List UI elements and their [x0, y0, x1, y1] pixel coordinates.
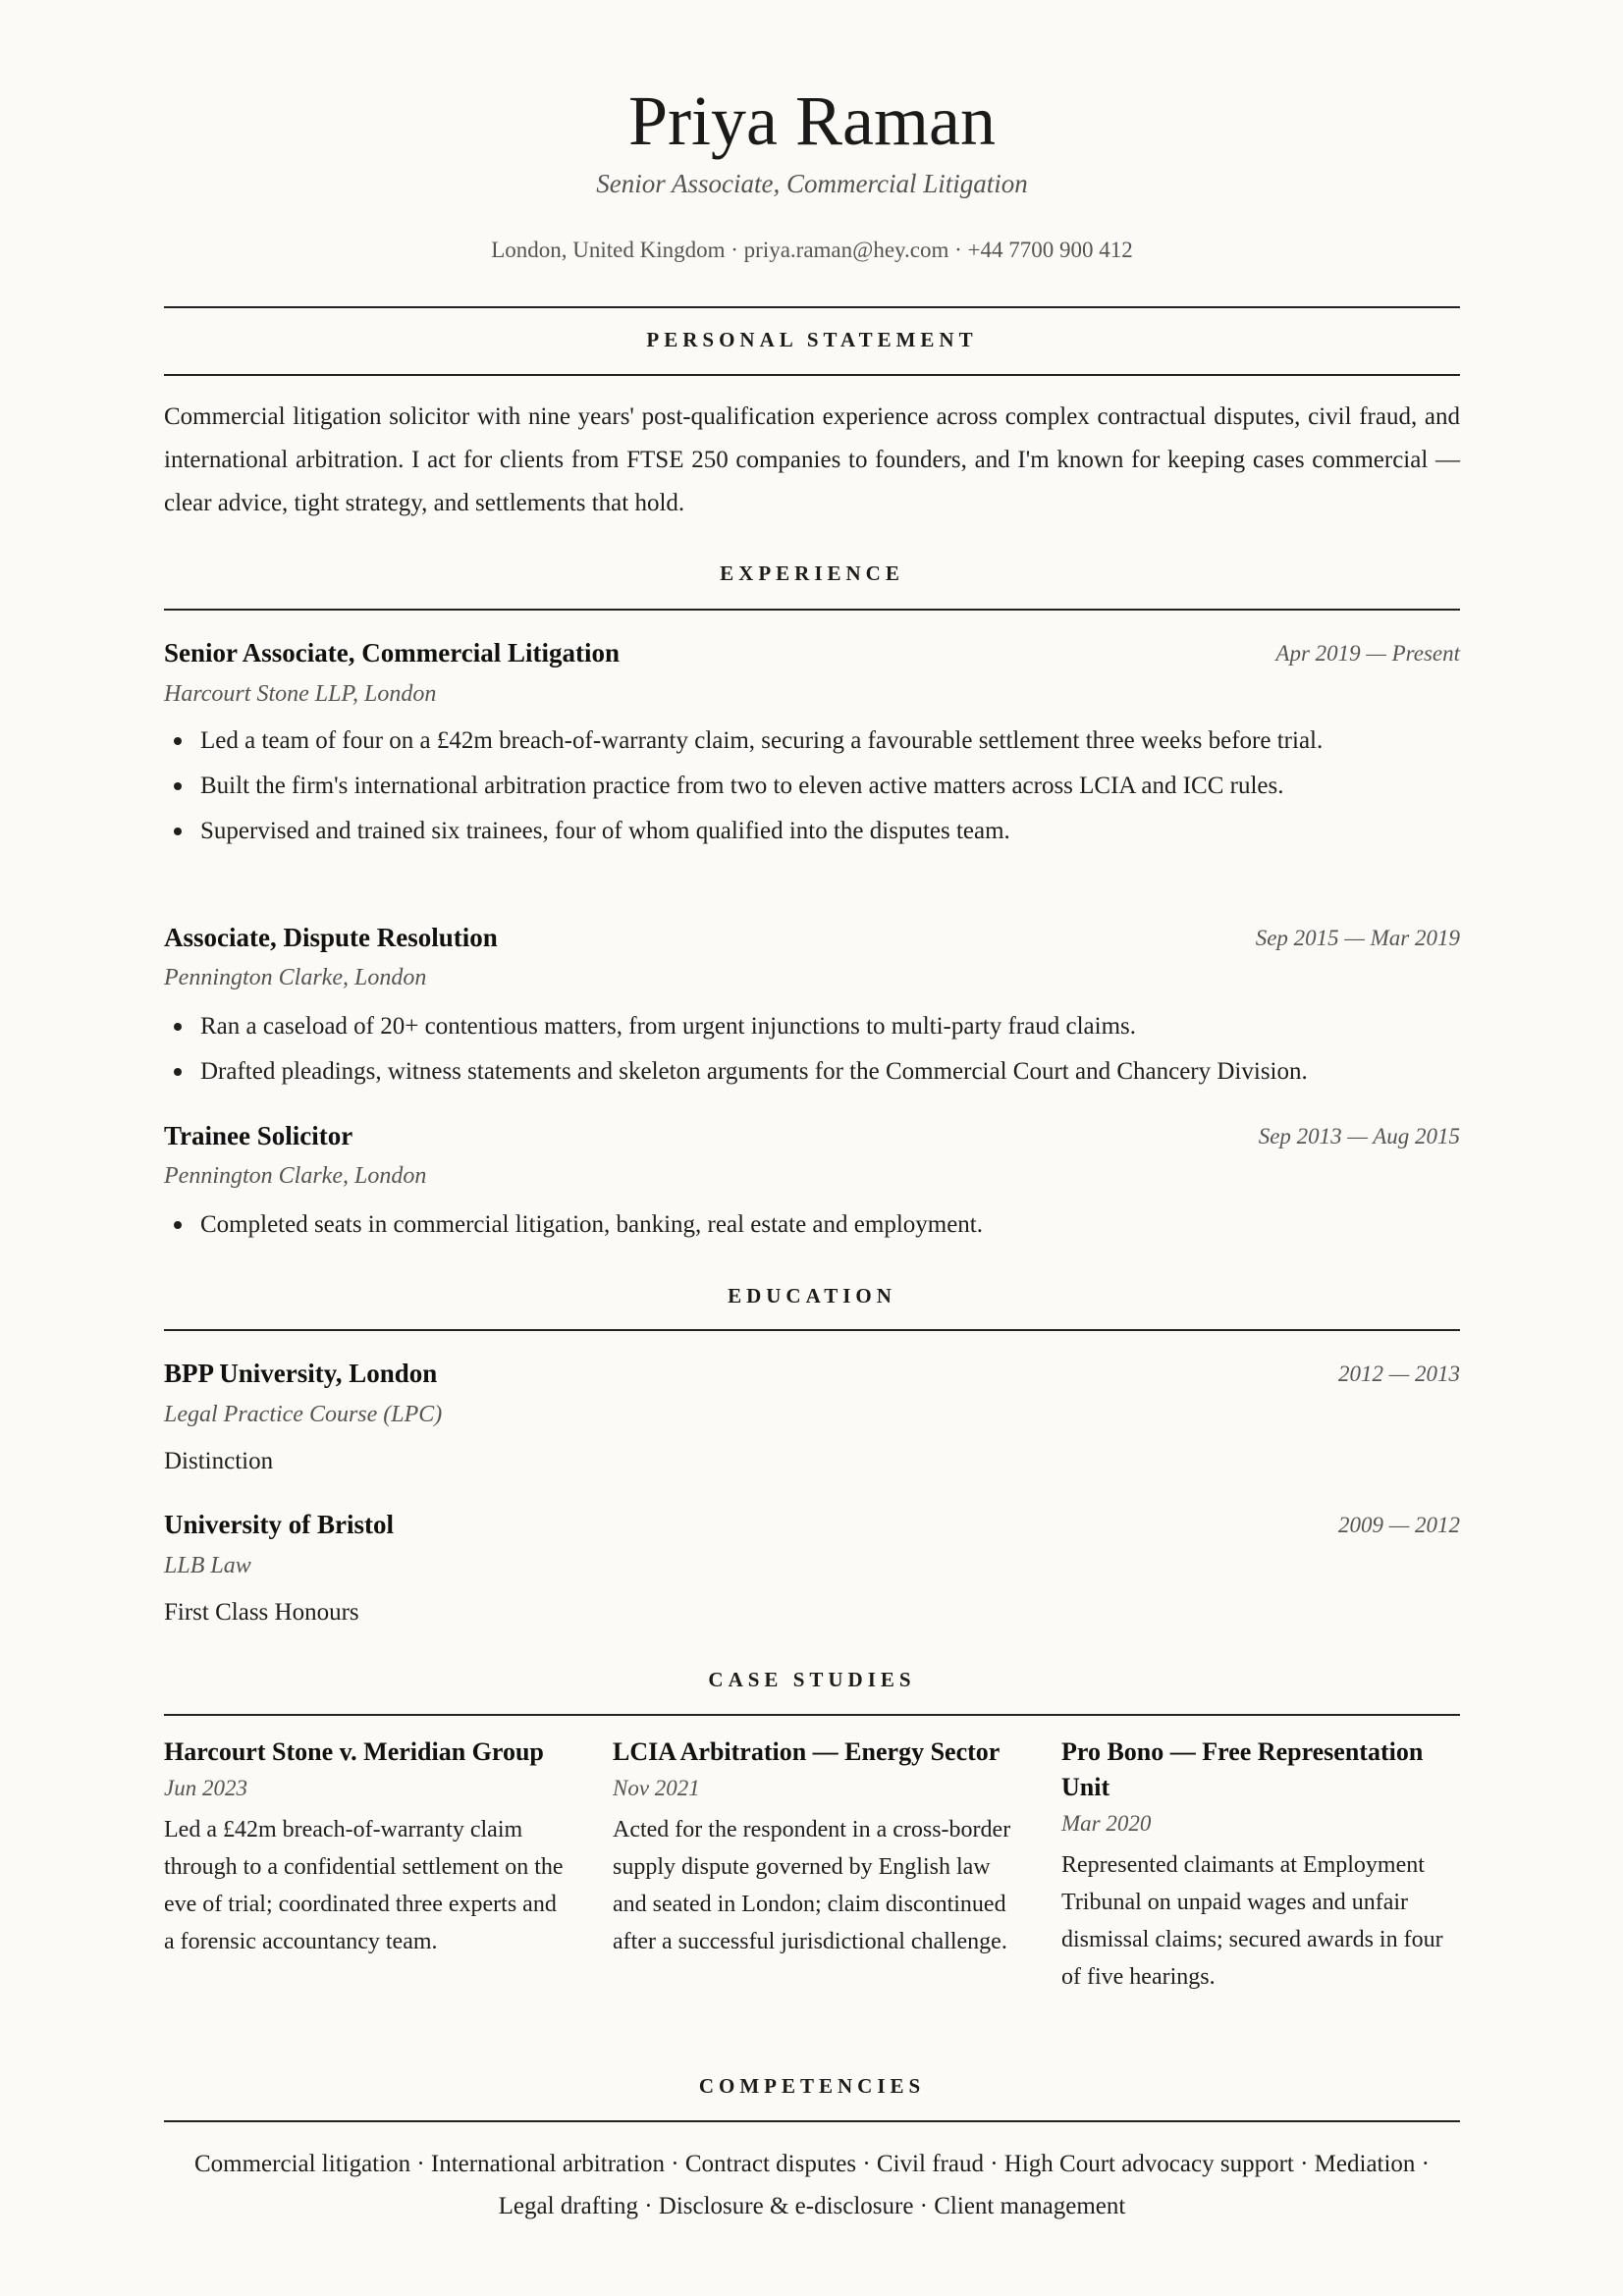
- school-name: BPP University, London: [164, 1359, 438, 1388]
- job-bullets: [164, 721, 1460, 856]
- course-name: Legal Practice Course (LPC): [164, 1402, 443, 1427]
- candidate-title: Senior Associate, Commercial Litigation: [596, 169, 1028, 198]
- case-study-title: LCIA Arbitration — Energy Sector: [613, 1737, 1001, 1766]
- education-result: Distinction: [164, 1448, 274, 1474]
- case-study-title: Pro Bono — Free Representation Unit: [1061, 1737, 1424, 1801]
- case-study-card: [164, 1735, 567, 1960]
- bullet-icon: [174, 782, 182, 790]
- job-title: Senior Associate, Commercial Litigation: [164, 638, 620, 667]
- case-study-description: Represented claimants at Employment Tribunal on unpaid wages and unfair dismissal claims; secured awards in four of five hearings.: [1061, 1852, 1443, 1990]
- job-bullet: Drafted pleadings, witness statements and skeleton arguments for the Commercial Court and Chancery Division.: [164, 1051, 1460, 1093]
- case-study-title: Harcourt Stone v. Meridian Group: [164, 1737, 544, 1766]
- education-dates: 2009 — 2012: [1338, 1513, 1460, 1537]
- section-heading-competencies: COMPETENCIES: [698, 2074, 926, 2098]
- competencies-list: Commercial litigation · International arbitration · Contract disputes · Civil fraud · High Court advocacy support · Mediation · Legal drafting · Disclosure & e-disclosure · Client management: [193, 2151, 1431, 2219]
- job-bullets: [164, 1204, 1460, 1250]
- bullet-icon: [174, 828, 182, 835]
- case-study-description: Led a £42m breach-of-warranty claim through to a confidential settlement on the eve of trial; coordinated three experts and a forensic accountancy team.: [164, 1817, 564, 1954]
- candidate-name: Priya Raman: [628, 81, 996, 160]
- course-name: LLB Law: [164, 1553, 251, 1578]
- section-heading-case-studies: CASE STUDIES: [708, 1668, 916, 1691]
- bullet-icon: [174, 737, 182, 745]
- contact-line: London, United Kingdom · priya.raman@hey.com · +44 7700 900 412: [491, 238, 1133, 262]
- divider: [164, 374, 1460, 376]
- section-heading-experience: EXPERIENCE: [720, 561, 904, 585]
- job-bullet: Led a team of four on a £42m breach-of-warranty claim, securing a favourable settlement three weeks before trial.: [164, 721, 1460, 762]
- job-employer: Pennington Clarke, London: [164, 965, 427, 990]
- job-dates: Sep 2015 — Mar 2019: [1255, 926, 1460, 950]
- job-dates: Sep 2013 — Aug 2015: [1258, 1124, 1460, 1148]
- job-bullet: Completed seats in commercial litigation, banking, real estate and employment.: [164, 1204, 1460, 1246]
- bullet-icon: [174, 1068, 182, 1076]
- job-employer: Pennington Clarke, London: [164, 1163, 427, 1189]
- job-bullet: Built the firm's international arbitration practice from two to eleven active matters across LCIA and ICC rules.: [164, 766, 1460, 807]
- divider: [164, 1714, 1460, 1716]
- job-title: Associate, Dispute Resolution: [164, 923, 498, 952]
- case-study-card: [613, 1735, 1015, 1960]
- job-bullets: [164, 1006, 1460, 1096]
- job-employer: Harcourt Stone LLP, London: [164, 681, 437, 707]
- section-heading-statement: PERSONAL STATEMENT: [646, 328, 978, 351]
- personal-statement: Commercial litigation solicitor with nine years' post-qualification experience across complex contractual disputes, civil fraud, and international arbitration. I act for clients from FTSE 250 companies to founders, and I'm known for keeping cases commercial — clear advice, tight strategy, and settlements that hold.: [164, 403, 1460, 516]
- case-study-date: Jun 2023: [164, 1776, 247, 1800]
- education-result: First Class Honours: [164, 1599, 359, 1626]
- divider: [164, 609, 1460, 611]
- divider: [164, 306, 1460, 308]
- case-study-date: Nov 2021: [613, 1776, 700, 1800]
- bullet-icon: [174, 1221, 182, 1229]
- divider: [164, 1329, 1460, 1331]
- section-heading-education: EDUCATION: [728, 1284, 896, 1308]
- job-bullet: Supervised and trained six trainees, four of whom qualified into the disputes team.: [164, 811, 1460, 852]
- case-study-card: [1061, 1735, 1464, 1996]
- job-title: Trainee Solicitor: [164, 1121, 353, 1150]
- case-study-date: Mar 2020: [1061, 1811, 1152, 1836]
- bullet-icon: [174, 1023, 182, 1031]
- job-dates: Apr 2019 — Present: [1275, 641, 1460, 666]
- divider: [164, 2120, 1460, 2122]
- school-name: University of Bristol: [164, 1510, 394, 1539]
- education-dates: 2012 — 2013: [1338, 1362, 1460, 1386]
- case-study-description: Acted for the respondent in a cross-border supply dispute governed by English law and seated in London; claim discontinued after a successful jurisdictional challenge.: [613, 1817, 1011, 1954]
- job-bullet: Ran a caseload of 20+ contentious matters, from urgent injunctions to multi-party fraud claims.: [164, 1006, 1460, 1047]
